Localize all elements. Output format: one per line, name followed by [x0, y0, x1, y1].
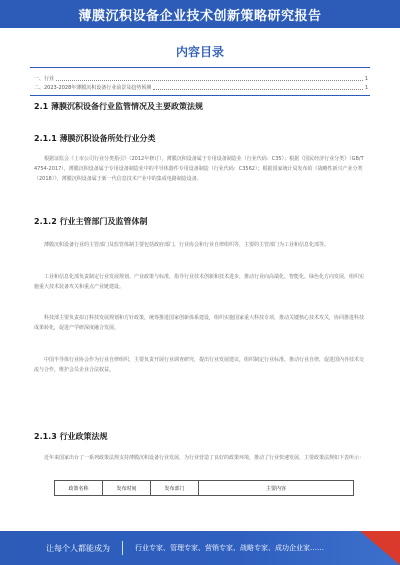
corner-accent-triangle [360, 531, 400, 565]
paragraph: 工业和信息化部负责制定行业发展规划、产业政策与标准，指导行业技术创新和技术进步，推动行业向高端化、智能化、绿色化方向发展，组织实施重大技术装备攻关和重点产业链建设。 [34, 274, 365, 290]
toc-entry[interactable] [34, 75, 368, 82]
toc-leader-dots [153, 89, 363, 90]
toc-leader-dots [56, 80, 363, 81]
footer-banner [0, 531, 400, 565]
section-heading-2-1-1: 2.1.1 薄膜沉积设备所处行业分类 [34, 134, 156, 143]
footer-slogan: 让每个人都能成为 [46, 543, 110, 553]
section-heading-2-1-2: 2.1.2 行业主管部门及监管体制 [34, 217, 148, 226]
paragraph: 科技部主要负责拟订科技发展规划和方针政策，统筹推进国家创新体系建设，组织实施国家重大科技专项，推动关键核心技术攻关，协同推进科技成果转化，促进产学研深度融合发展。 [34, 315, 365, 331]
toc-entry-page: 1 [364, 76, 368, 82]
table-header-cell: 发布时间 [103, 481, 151, 495]
paragraph: 近年来国家出台了一系列政策法规支持薄膜沉积设备行业发展，为行业营造了良好的政策环境，推动了行业快速发展，主要政策法规如下表所示： [44, 455, 365, 461]
toc-entry[interactable] [34, 84, 368, 91]
footer-tagline: 行业专家、管理专家、营销专家、战略专家、成功企业家…… [135, 544, 324, 552]
toc-entry-page: 1 [364, 85, 368, 91]
paragraph: 中国半导体行业协会作为行业自律组织，主要负责开展行业调查研究，提出行业发展建议，组织制定行业标准，推动行业自律，促进国内外技术交流与合作，维护会员企业合法权益。 [34, 357, 365, 373]
report-title: 薄膜沉积设备企业技术创新策略研究报告 [78, 8, 322, 24]
paragraph: 薄膜沉积设备行业的主管部门及监管体制主要包括政府部门、行业协会和行业自律组织等，主要的主管部门为工业和信息化部等。 [44, 242, 330, 248]
toc-divider-bottom [30, 95, 370, 96]
table-header-cell: 主要内容 [265, 485, 286, 492]
section-heading-2-1-3: 2.1.3 行业政策法规 [34, 432, 108, 441]
footer-divider [122, 541, 123, 555]
paragraph: 根据证监会《上市公司行业分类指引》（2012年修订），薄膜沉积设备属于专用设备制造业（行业代码：C35）；根据《国民经济行业分类》（GB/T 4754-2017），薄膜沉积设备属于专用设备制造业中的半导体器件专用设备制造（行业代码：C3562）；根据国家统计局发布的《战略性新兴产业分类（2018）》，薄膜沉积设备属于新一代信息技术产业中的集成电路制造设备。 [34, 156, 364, 182]
toc-divider-top [30, 67, 370, 68]
table-header-cell: 政策名称 [55, 481, 103, 495]
section-heading-2-1: 2.1 薄膜沉积设备行业监管情况及主要政策法规 [34, 102, 203, 111]
toc-entry-label: 一、行业 [34, 76, 55, 82]
table-header-cell: 发布部门 [151, 481, 199, 495]
toc-title: 内容目录 [175, 45, 224, 59]
toc-entry-label: 二、2023-2028年薄膜沉积设备行业前景及趋势预测 [34, 85, 152, 91]
report-title-banner [0, 0, 400, 28]
policy-table-header [54, 480, 354, 496]
